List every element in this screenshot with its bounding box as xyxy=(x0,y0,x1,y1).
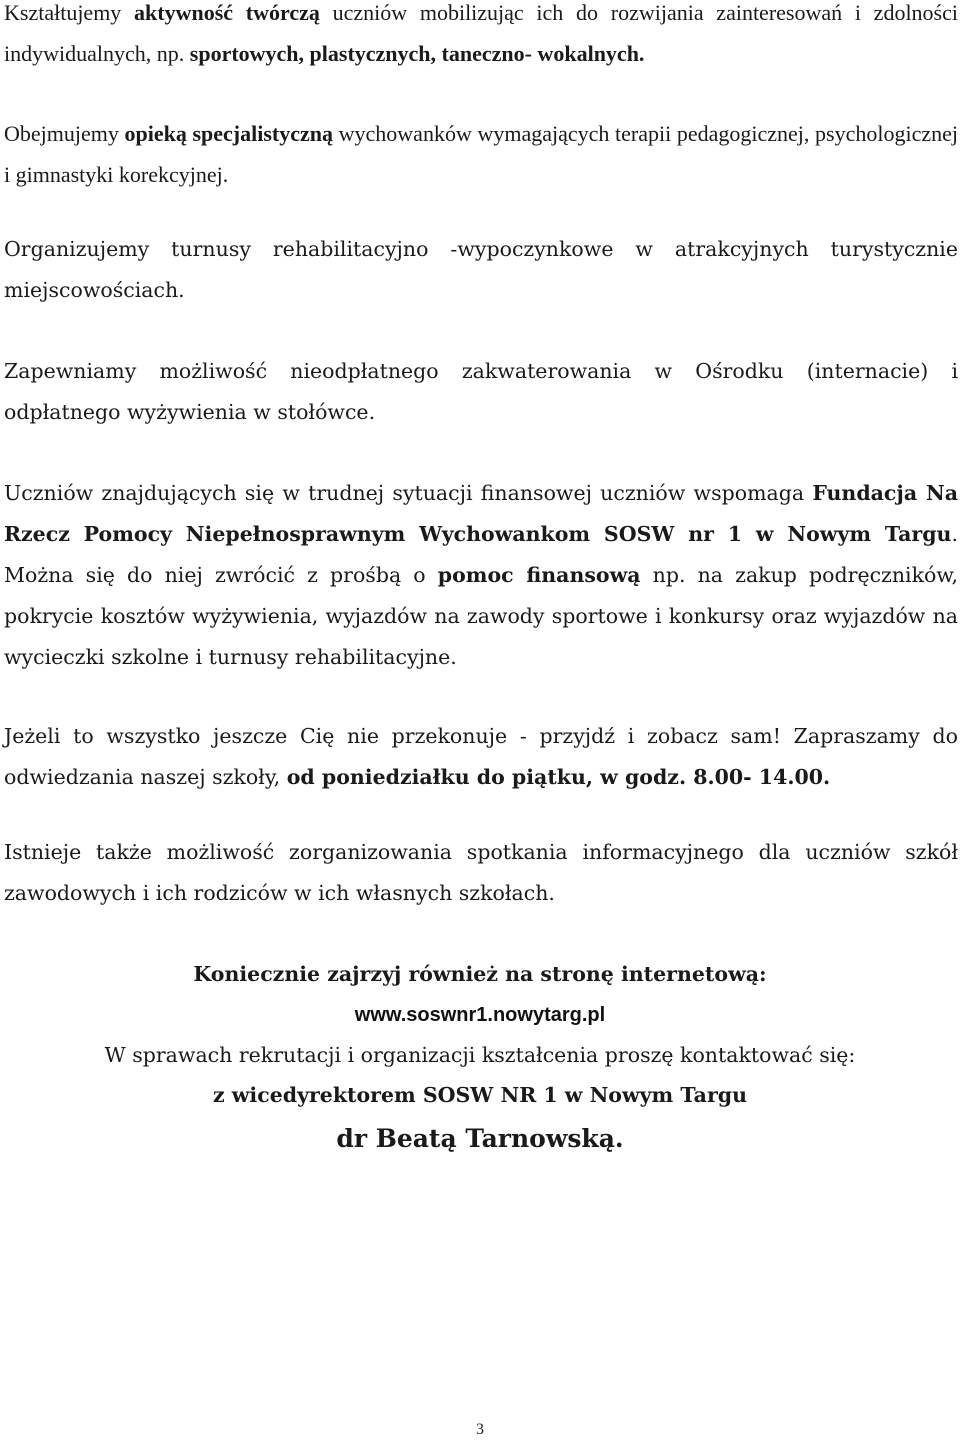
website-url[interactable]: www.soswnr1.nowytarg.pl xyxy=(354,1004,606,1026)
bold-text: sportowych, plastycznych, taneczno- wokalnych. xyxy=(189,41,645,66)
text: . Można się do niej zwrócić z prośbą o xyxy=(4,522,958,587)
bold-text: od poniedziałku do piątku, w godz. 8.00- 14.00. xyxy=(286,765,831,789)
text: Uczniów znajdujących się w trudnej sytuacji finansowej uczniów wspomaga xyxy=(4,481,813,505)
text: Jeżeli to wszystko jeszcze Cię nie przekonuje - przyjdź i zobacz sam! Zapraszamy do odwiedzania naszej szkoły, xyxy=(4,724,958,789)
paragraph-invitation xyxy=(4,716,958,798)
paragraph-information-meetings xyxy=(4,832,958,914)
bold-text: pomoc finansową xyxy=(437,563,641,587)
website-heading: Koniecznie zajrzyj również na stronę internetową: xyxy=(193,962,767,986)
text: Kształtujemy xyxy=(4,0,135,25)
bold-text: aktywność twórczą xyxy=(134,0,320,25)
contact-line: W sprawach rekrutacji i organizacji kształcenia proszę kontaktować się: xyxy=(104,1043,856,1067)
bold-text: Fundacja Na Rzecz Pomocy Niepełnosprawnym Wychowankom SOSW nr 1 w Nowym Targu xyxy=(4,481,958,546)
bold-text: opieką specjalistyczną xyxy=(124,121,334,146)
paragraph-specialist-care xyxy=(4,113,958,195)
text: Zapewniamy możliwość nieodpłatnego zakwaterowania w Ośrodku (internacie) i odpłatnego wyżywienia w stołówce. xyxy=(4,359,958,424)
contact-name: dr Beatą Tarnowską. xyxy=(336,1124,624,1153)
text: wychowanków wymagających terapii pedagogicznej, psychologicznej i gimnastyki korekcyjnej. xyxy=(4,121,958,187)
text: Organizujemy turnusy rehabilitacyjno -wypoczynkowe w atrakcyjnych turystycznie miejscowościach. xyxy=(4,237,958,302)
text: Obejmujemy xyxy=(4,121,125,146)
paragraph-foundation-support xyxy=(4,473,958,678)
page-number: 3 xyxy=(476,1421,484,1438)
contact-role: z wicedyrektorem SOSW NR 1 w Nowym Targu xyxy=(213,1083,747,1107)
text: np. na zakup podręczników, pokrycie kosztów wyżywienia, wyjazdów na zawody sportowe i konkursy oraz wyjazdów na wycieczki szkolne i turnusy rehabilitacyjne. xyxy=(4,563,959,669)
text: Istnieje także możliwość zorganizowania spotkania informacyjnego dla uczniów szkół zawodowych i ich rodziców w ich własnych szkołach. xyxy=(4,840,958,905)
text: uczniów mobilizując ich do rozwijania zainteresowań i zdolności indywidualnych, np. xyxy=(4,0,958,66)
paragraph-rehabilitation-stays xyxy=(4,229,958,311)
paragraph-accommodation xyxy=(4,351,958,433)
paragraph-creative-activity xyxy=(4,0,958,74)
